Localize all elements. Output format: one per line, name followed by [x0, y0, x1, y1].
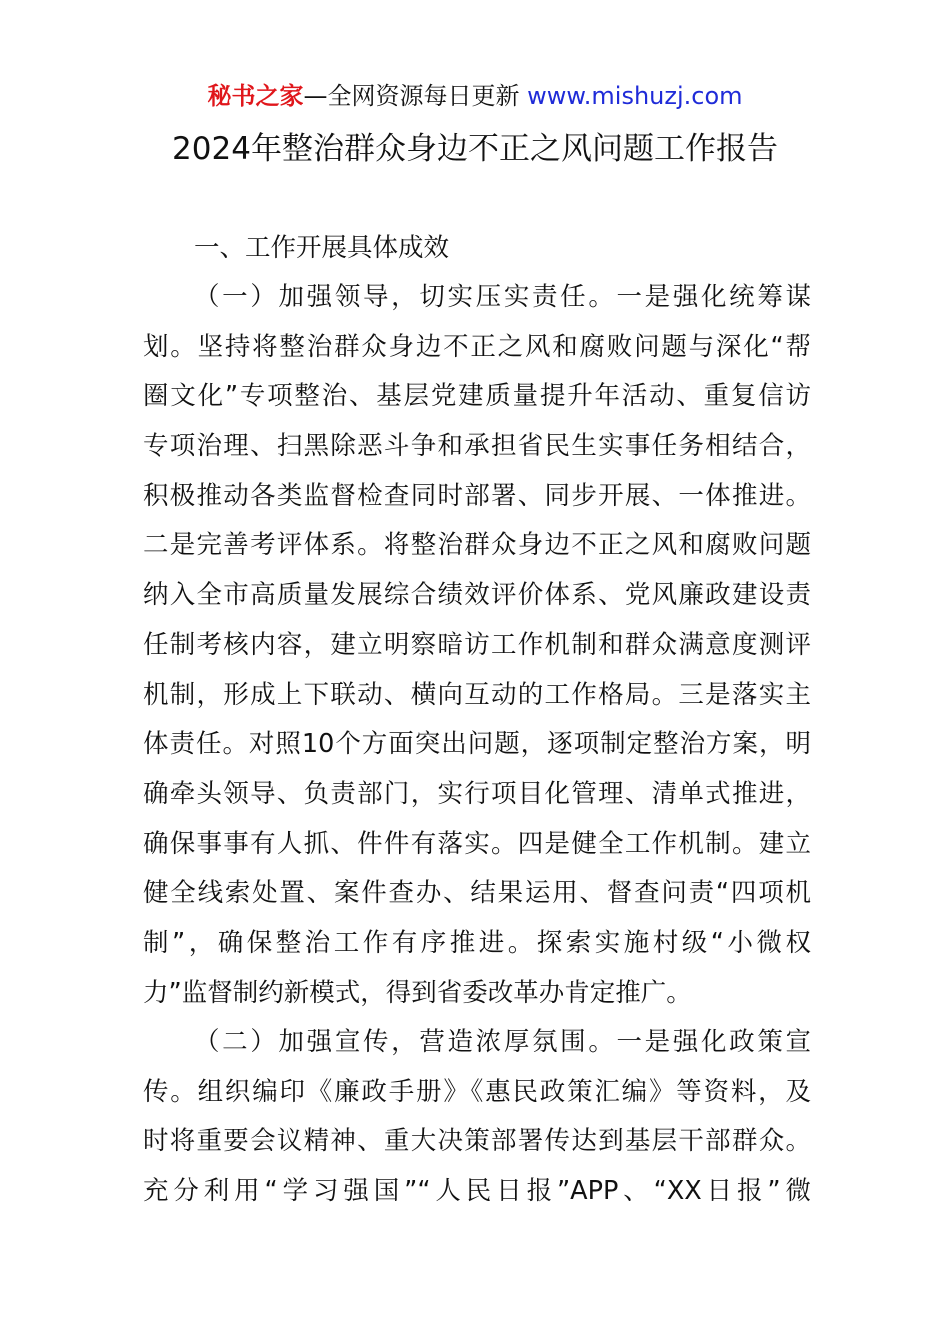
- paragraph-line: 充分利用“学习强国”“人民日报”APP、“XX日报”微: [143, 1176, 811, 1207]
- paragraph-line: （二）加强宣传，营造浓厚氛围。一是强化政策宣: [194, 1027, 811, 1057]
- site-header: [0, 80, 950, 112]
- paragraph-line: 确保事事有人抓、件件有落实。四是健全工作机制。建立: [143, 828, 811, 859]
- paragraph-2: [143, 1018, 811, 1217]
- paragraph-line: 二是完善考评体系。将整治群众身边不正之风和腐败问题: [143, 530, 811, 561]
- paragraph-line: 机制，形成上下联动、横向互动的工作格局。三是落实主: [143, 679, 811, 710]
- paragraph-line: 时将重要会议精神、重大决策部署传达到基层干部群众。: [143, 1126, 811, 1157]
- paragraph-line: 制”，确保整治工作有序推进。探索实施村级“小微权: [143, 927, 811, 958]
- paragraph-line: 专项治理、扫黑除恶斗争和承担省民生实事任务相结合，: [143, 431, 811, 462]
- paragraph-line: 纳入全市高质量发展综合绩效评价体系、党风廉政建设责: [143, 580, 811, 611]
- paragraph-line: （一）加强领导，切实压实责任。一是强化统筹谋: [194, 282, 811, 312]
- site-brand: 秘书之家: [207, 82, 304, 110]
- document-title: 2024年整治群众身边不正之风问题工作报告: [172, 131, 778, 167]
- site-url-link[interactable]: www.mishuzj.com: [527, 82, 743, 110]
- paragraph-1: [143, 273, 811, 1018]
- paragraph-line: 健全线索处置、案件查办、结果运用、督查问责“四项机: [143, 878, 811, 909]
- paragraph-line: 积极推动各类监督检查同时部署、同步开展、一体推进。: [143, 480, 811, 511]
- section-heading: [143, 224, 811, 274]
- paragraph-line: 划。坚持将整治群众身边不正之风和腐败问题与深化“帮: [143, 331, 811, 362]
- section-heading-text: 一、工作开展具体成效: [194, 233, 450, 263]
- paragraph-line: 力”监督制约新模式，得到省委改革办肯定推广。: [143, 977, 692, 1008]
- site-tagline: —全网资源每日更新: [303, 82, 520, 110]
- paragraph-line: 圈文化”专项整治、基层党建质量提升年活动、重复信访: [143, 381, 811, 412]
- paragraph-line: 任制考核内容，建立明察暗访工作机制和群众满意度测评: [143, 629, 811, 660]
- paragraph-line: 体责任。对照10个方面突出问题，逐项制定整治方案，明: [143, 729, 811, 760]
- paragraph-line: 确牵头领导、负责部门，实行项目化管理、清单式推进，: [143, 778, 811, 809]
- paragraph-line: 传。组织编印《廉政手册》《惠民政策汇编》等资料，及: [143, 1076, 811, 1107]
